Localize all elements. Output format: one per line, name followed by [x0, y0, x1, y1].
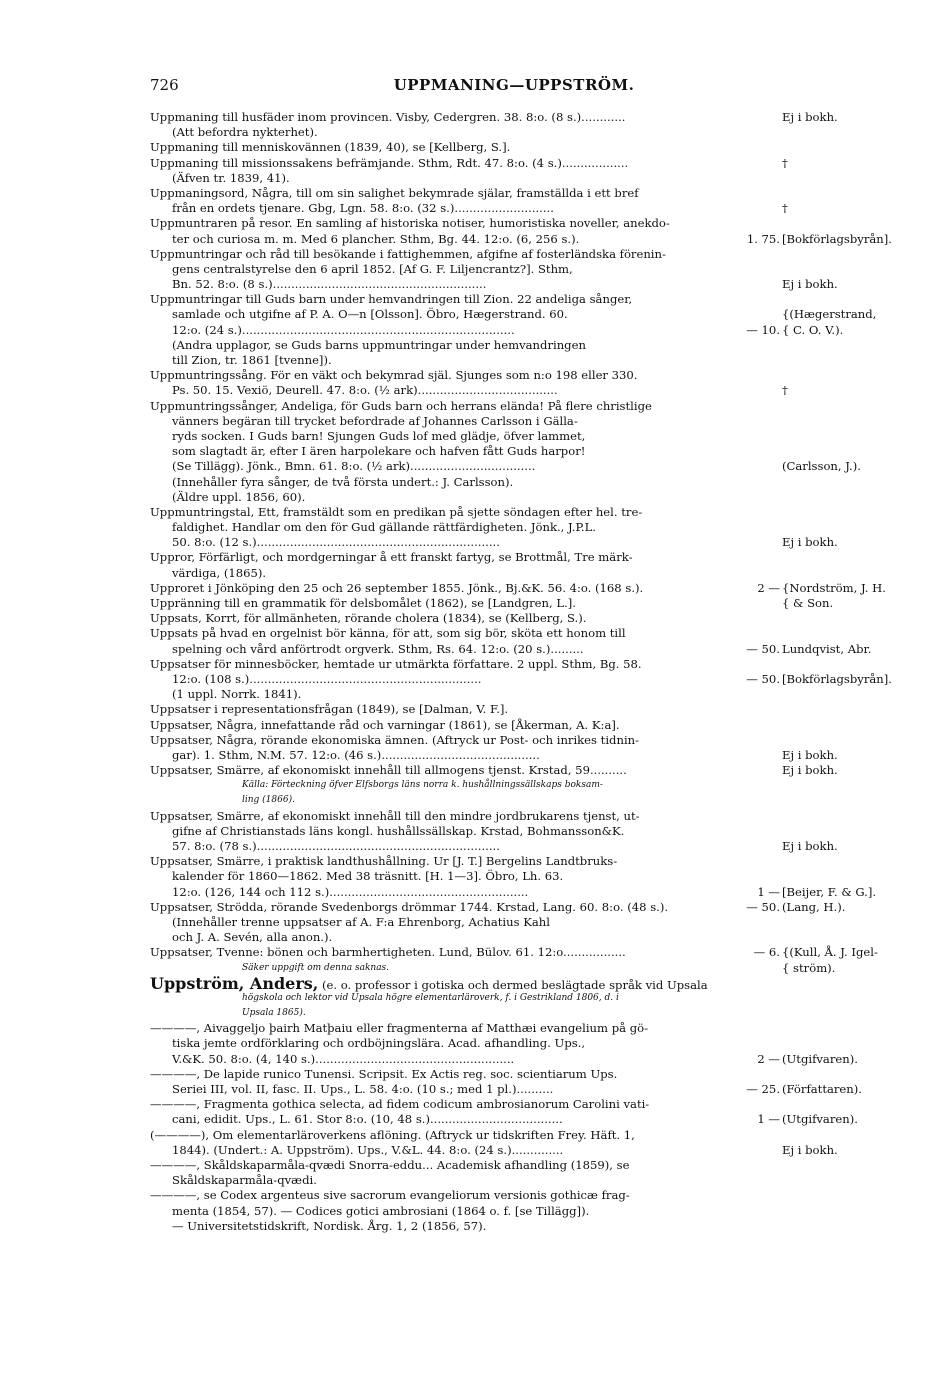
entry-text: menta (1854, 57). — Codices gotici ambrosiani (1864 o. f. [se Tillägg]).	[172, 1203, 590, 1218]
entry-text: Uppsatser, Tvenne: bönen och barmhertigheten. Lund, Bülov. 61. 12:o.................	[150, 945, 626, 960]
catalog-line	[150, 626, 910, 641]
catalog-line	[150, 1158, 910, 1173]
entry-text: Uppmaning till husfäder inom provincen. Visby, Cedergren. 38. 8:o. (8 s.)............	[150, 110, 626, 124]
entry-price: — 10.	[746, 322, 780, 337]
catalog-line	[150, 307, 910, 322]
catalog-line	[150, 672, 910, 687]
catalog-line	[150, 1067, 910, 1082]
entry-text: Uppsatser i representationsfrågan (1849), se [Dalman, V. F.].	[150, 702, 509, 717]
entry-text: 50. 8:o. (12 s.)..................................................................	[172, 535, 500, 550]
entry-text: Uppmuntringar till Guds barn under hemvandringen till Zion. 22 andeliga sånger,	[150, 292, 633, 307]
entry-text: (Se Tillägg). Jönk., Bmn. 61. 8:o. (½ ark)..................................	[172, 459, 536, 474]
entry-text: Upsala 1865).	[242, 1008, 306, 1019]
entry-text: 12:o. (108 s.)...............................................................	[172, 671, 482, 686]
entry-text: samlade och utgifne af P. A. O—n [Olsson]. Öbro, Hægerstrand. 60.	[172, 307, 568, 322]
entry-text: (————), Om elementarläroverkens aflöning. (Aftryck ur tidskriften Frey. Häft. 1,	[150, 1127, 635, 1142]
entry-text: Uppmuntringssånger, Andeliga, för Guds barn och herrans elända! På flere christlige	[150, 398, 652, 413]
catalog-line	[150, 566, 910, 581]
entry-text: 12:o. (126, 144 och 112 s.)......................................................	[172, 884, 529, 899]
catalog-line	[150, 1021, 910, 1036]
catalog-line	[150, 657, 910, 672]
catalog-line	[150, 885, 910, 900]
entry-text: (Andra upplagor, se Guds barns uppmuntringar under hemvandringen	[172, 337, 586, 352]
catalog-line	[150, 839, 910, 854]
entry-status: Lundqvist, Abr.	[782, 641, 872, 656]
entry-status: †	[782, 383, 788, 398]
catalog-line	[150, 793, 910, 808]
entry-text: Uppsatser, Smärre, af ekonomiskt innehåll till allmogens tjenst. Krstad, 59..........	[150, 763, 627, 778]
catalog-line	[150, 475, 910, 490]
entry-status: Ej i bokh.	[782, 763, 838, 778]
catalog-line	[150, 459, 910, 474]
catalog-line	[150, 368, 910, 383]
entry-text: Uppsatser, Några, rörande ekonomiska ämnen. (Aftryck ur Post- och inrikes tidnin-	[150, 732, 640, 747]
catalog-line	[150, 961, 910, 976]
entry-text: Uppmuntringstal, Ett, framstäldt som en predikan på sjette söndagen efter hel. tre-	[150, 504, 643, 519]
entry-price: 1. 75.	[746, 231, 780, 246]
entry-text: (Innehåller fyra sånger, de två första undert.: J. Carlsson).	[172, 474, 514, 489]
entry-text: Upproret i Jönköping den 25 och 26 september 1855. Jönk., Bj.&K. 56. 4:o. (168 s.).	[150, 580, 644, 595]
entry-text: Uppsatser, Strödda, rörande Svedenborgs drömmar 1744. Krstad, Lang. 60. 8:o. (48 s.).	[150, 899, 669, 914]
catalog-line	[150, 718, 910, 733]
entry-text: gifne af Christianstads läns kongl. hushållssällskap. Krstad, Bohmansson&K.	[172, 823, 625, 838]
entry-text: Uppsatser för minnesböcker, hemtade ur utmärkta författare. 2 uppl. Sthm, Bg. 58.	[150, 656, 642, 671]
entry-status: [Bokförlagsbyrån].	[782, 671, 892, 686]
catalog-line	[150, 535, 910, 550]
entry-text: Säker uppgift om denna saknas.	[242, 962, 390, 973]
catalog-line	[150, 338, 910, 353]
entry-text: ————, Skåldskaparmåla-qvædi Snorra-eddu... Academisk afhandling (1859), se	[150, 1157, 630, 1172]
entry-text: gens centralstyrelse den 6 april 1852. [Af G. F. Liljencrantz?]. Sthm,	[172, 261, 573, 276]
entry-text: ————, Fragmenta gothica selecta, ad fidem codicum ambrosianorum Carolini vati-	[150, 1097, 650, 1112]
catalog-line	[150, 1052, 910, 1067]
entry-text: (Att befordra nykterhet).	[172, 125, 318, 140]
catalog-line	[150, 444, 910, 459]
page-header	[150, 76, 878, 98]
entry-text: ter och curiosa m. m. Med 6 plancher. Sthm, Bg. 44. 12:o. (6, 256 s.).	[172, 231, 580, 246]
catalog-line	[150, 930, 910, 945]
catalog-line	[150, 353, 910, 368]
entry-text: Uppmaning till menniskovännen (1839, 40), se [Kellberg, S.].	[150, 140, 511, 155]
catalog-line	[150, 1204, 910, 1219]
catalog-line	[150, 520, 910, 535]
catalog-line	[150, 110, 910, 125]
catalog-line	[150, 763, 910, 778]
entry-text: Uppsatser, Smärre, af ekonomiskt innehåll till den mindre jordbrukarens tjenst, ut-	[150, 808, 640, 823]
entry-status: (Utgifvaren).	[782, 1112, 858, 1127]
entry-text: faldighet. Handlar om den för Gud gällande rättfärdigheten. Jönk., J.P.L.	[172, 520, 596, 535]
entry-price: — 6.	[753, 945, 780, 960]
entry-status: {Nordström, J. H.	[782, 580, 886, 595]
entry-text: Uppror, Förfärligt, och mordgerningar å ett franskt fartyg, se Brottmål, Tre märk-	[150, 550, 633, 565]
entry-text: ling (1866).	[242, 795, 295, 806]
entry-price: 1 —	[757, 884, 780, 899]
entry-text: (Äldre uppl. 1856, 60).	[172, 489, 306, 504]
entry-status: Ej i bokh.	[782, 1142, 838, 1157]
entry-text: cani, edidit. Ups., L. 61. Stor 8:o. (10, 48 s.)....................................	[172, 1112, 563, 1127]
entry-text: Uppström, Anders, (e. o. professor i gotiska och dermed beslägtade språk vid Upsala	[150, 975, 708, 993]
catalog-line	[150, 262, 910, 277]
entry-text: Uppmaning till missionssakens befrämjande. Sthm, Rdt. 47. 8:o. (4 s.)..................	[150, 155, 629, 170]
entry-status: †	[782, 201, 788, 216]
catalog-line	[150, 748, 910, 763]
catalog-line	[150, 429, 910, 444]
catalog-line	[150, 216, 910, 231]
entry-text: tiska jemte ordförklaring och ordböjningslära. Acad. afhandling. Ups.,	[172, 1036, 586, 1051]
entry-text: (Äfven tr. 1839, 41).	[172, 170, 290, 185]
entry-status: Ej i bokh.	[782, 535, 838, 550]
catalog-line	[150, 505, 910, 520]
entry-text: ryds socken. I Guds barn! Sjungen Guds lof med glädje, öfver lammet,	[172, 428, 586, 443]
entry-status: { & Son.	[782, 596, 834, 610]
entry-price: — 50.	[746, 899, 780, 914]
page-title: UPPMANING—UPPSTRÖM.	[393, 76, 635, 94]
catalog-line	[150, 642, 910, 657]
entry-price: — 50.	[746, 641, 780, 656]
page-number: 726	[150, 76, 179, 94]
entry-text: Uppmuntringssång. För en väkt och bekymrad själ. Sjunges som n:o 198 eller 330.	[150, 368, 638, 383]
catalog-line	[150, 945, 910, 960]
entry-status: Ej i bokh.	[782, 747, 838, 762]
entry-text: Uppsats, Korrt, för allmänheten, rörande cholera (1834), se (Kellberg, S.).	[150, 611, 587, 626]
entry-text: (1 uppl. Norrk. 1841).	[172, 687, 302, 702]
catalog-line	[150, 323, 910, 338]
entry-status: {(Kull, Å. J. Igel-	[782, 945, 878, 960]
entry-price: — 50.	[746, 671, 780, 686]
entry-text: Skåldskaparmåla-qvædi.	[172, 1173, 317, 1188]
entry-text: (Innehåller trenne uppsatser af A. F:a Ehrenborg, Achatius Kahl	[172, 914, 550, 929]
catalog-line	[150, 1143, 910, 1158]
catalog-line	[150, 824, 910, 839]
entry-text: spelning och vård anförtrodt orgverk. Sthm, Rs. 64. 12:o. (20 s.).........	[172, 641, 584, 656]
entry-text: Uppränning till en grammatik för delsbomålet (1862), se [Landgren, L.].	[150, 596, 576, 610]
entry-text: 57. 8:o. (78 s.)..................................................................	[172, 839, 500, 853]
entry-status: †	[782, 155, 788, 170]
entry-status: {(Hægerstrand,	[782, 307, 877, 322]
catalog-line	[150, 1082, 910, 1097]
catalog-line	[150, 702, 910, 717]
entry-price: — 25.	[746, 1082, 780, 1096]
entry-text: som slagtadt är, efter I ären harpolekare och hafven fått Guds harpor!	[172, 444, 586, 459]
entry-text: Uppsatser, Några, innefattande råd och varningar (1861), se [Åkerman, A. K:a].	[150, 717, 620, 732]
catalog-line	[150, 399, 910, 414]
catalog-line	[150, 778, 910, 793]
entry-text: gar). 1. Sthm, N.M. 57. 12:o. (46 s.)...........................................	[172, 747, 540, 762]
catalog-line	[150, 596, 910, 611]
entry-text: från en ordets tjenare. Gbg, Lgn. 58. 8:o. (32 s.)...........................	[172, 201, 554, 216]
catalog-line	[150, 1036, 910, 1051]
entry-text: ————, Aivaggeljo þairh Matþaiu eller fragmenterna af Matthæi evangelium på gö-	[150, 1021, 649, 1036]
entry-status: (Författaren).	[782, 1082, 862, 1096]
entry-text: 12:o. (24 s.)..........................................................................	[172, 322, 515, 337]
entry-status: (Utgifvaren).	[782, 1051, 858, 1066]
entry-text: ————, se Codex argenteus sive sacrorum evangeliorum versionis gothicæ frag-	[150, 1188, 630, 1203]
entry-text: Uppsatser, Smärre, i praktisk landthushållning. Ur [J. T.] Bergelins Landtbruks-	[150, 854, 618, 869]
catalog-line	[150, 171, 910, 186]
entry-price: 1 —	[757, 1112, 780, 1127]
catalog-line	[150, 1097, 910, 1112]
catalog-line	[150, 232, 910, 247]
entry-status: Ej i bokh.	[782, 110, 838, 124]
entry-status: Ej i bokh.	[782, 839, 838, 853]
entry-text: 1844). (Undert.: A. Uppström). Ups., V.&L. 44. 8:o. (24 s.)..............	[172, 1142, 564, 1157]
entry-text: till Zion, tr. 1861 [tvenne]).	[172, 353, 332, 367]
catalog-line	[150, 915, 910, 930]
entry-status: (Lang, H.).	[782, 899, 846, 914]
catalog-line	[150, 125, 910, 140]
entry-status: [Beijer, F. & G.].	[782, 884, 877, 899]
entry-text: Källa: Förteckning öfver Elfsborgs läns norra k. hushållningssällskaps boksam-	[242, 780, 603, 791]
catalog-line	[150, 1006, 910, 1021]
catalog-line	[150, 490, 910, 505]
entry-text: vänners begäran till trycket befordrade af Johannes Carlsson i Gälla-	[172, 413, 578, 428]
catalog-line	[150, 991, 910, 1006]
catalog-line	[150, 292, 910, 307]
catalog-line	[150, 414, 910, 429]
catalog-line	[150, 140, 910, 155]
entry-status: { C. O. V.).	[782, 322, 844, 337]
entry-text: högskola och lektor vid Upsala högre elementarläroverk, f. i Gestrikland 1806, d. i	[242, 992, 619, 1003]
catalog-line	[150, 247, 910, 262]
catalog-line	[150, 733, 910, 748]
entry-text: Bn. 52. 8:o. (8 s.)..........................................................	[172, 277, 487, 292]
catalog-line	[150, 976, 910, 991]
catalog-line	[150, 1188, 910, 1203]
catalog-line	[150, 186, 910, 201]
entry-text: Ps. 50. 15. Vexiö, Deurell. 47. 8:o. (½ ark)......................................	[172, 383, 558, 398]
catalog-line	[150, 383, 910, 398]
entry-price: 2 —	[757, 1051, 780, 1066]
entry-text: Uppmuntringar och råd till besökande i fattighemmen, afgifne af fosterländska förenin-	[150, 246, 666, 261]
catalog-entries	[150, 110, 910, 1234]
entry-text: Uppmaningsord, Några, till om sin salighet bekymrade själar, framställda i ett bref	[150, 185, 639, 200]
catalog-line	[150, 550, 910, 565]
entry-text: och J. A. Sevén, alla anon.).	[172, 930, 333, 945]
entry-status: (Carlsson, J.).	[782, 459, 861, 474]
entry-status: [Bokförlagsbyrån].	[782, 231, 892, 246]
catalog-line	[150, 687, 910, 702]
catalog-line	[150, 809, 910, 824]
catalog-line	[150, 277, 910, 292]
entry-text: värdiga, (1865).	[172, 565, 267, 580]
catalog-line	[150, 900, 910, 915]
catalog-line	[150, 611, 910, 626]
catalog-line	[150, 1173, 910, 1188]
catalog-line	[150, 581, 910, 596]
catalog-line	[150, 201, 910, 216]
catalog-line	[150, 854, 910, 869]
entry-text: Uppmuntraren på resor. En samling af historiska notiser, humoristiska noveller, anekdo-	[150, 216, 670, 231]
entry-status: { ström).	[782, 960, 836, 975]
catalog-line	[150, 869, 910, 884]
entry-price: 2 —	[757, 580, 780, 595]
catalog-line	[150, 1112, 910, 1127]
catalog-line	[150, 156, 910, 171]
entry-text: — Universitetstidskrift, Nordisk. Årg. 1, 2 (1856, 57).	[172, 1218, 487, 1233]
entry-text: V.&K. 50. 8:o. (4, 140 s.)......................................................	[172, 1051, 515, 1066]
entry-text: Seriei III, vol. II, fasc. II. Ups., L. 58. 4:o. (10 s.; med 1 pl.)..........	[172, 1082, 554, 1096]
catalog-line	[150, 1219, 910, 1234]
catalog-line	[150, 1128, 910, 1143]
entry-status: Ej i bokh.	[782, 277, 838, 292]
entry-text: ————, De lapide runico Tunensi. Scripsit. Ex Actis reg. soc. scientiarum Ups.	[150, 1066, 618, 1081]
entry-text: kalender för 1860—1862. Med 38 träsnitt. [H. 1—3]. Öbro, Lh. 63.	[172, 869, 564, 884]
entry-text: Uppsats på hvad en orgelnist bör känna, för att, som sig bör, sköta ett honom till	[150, 626, 626, 641]
